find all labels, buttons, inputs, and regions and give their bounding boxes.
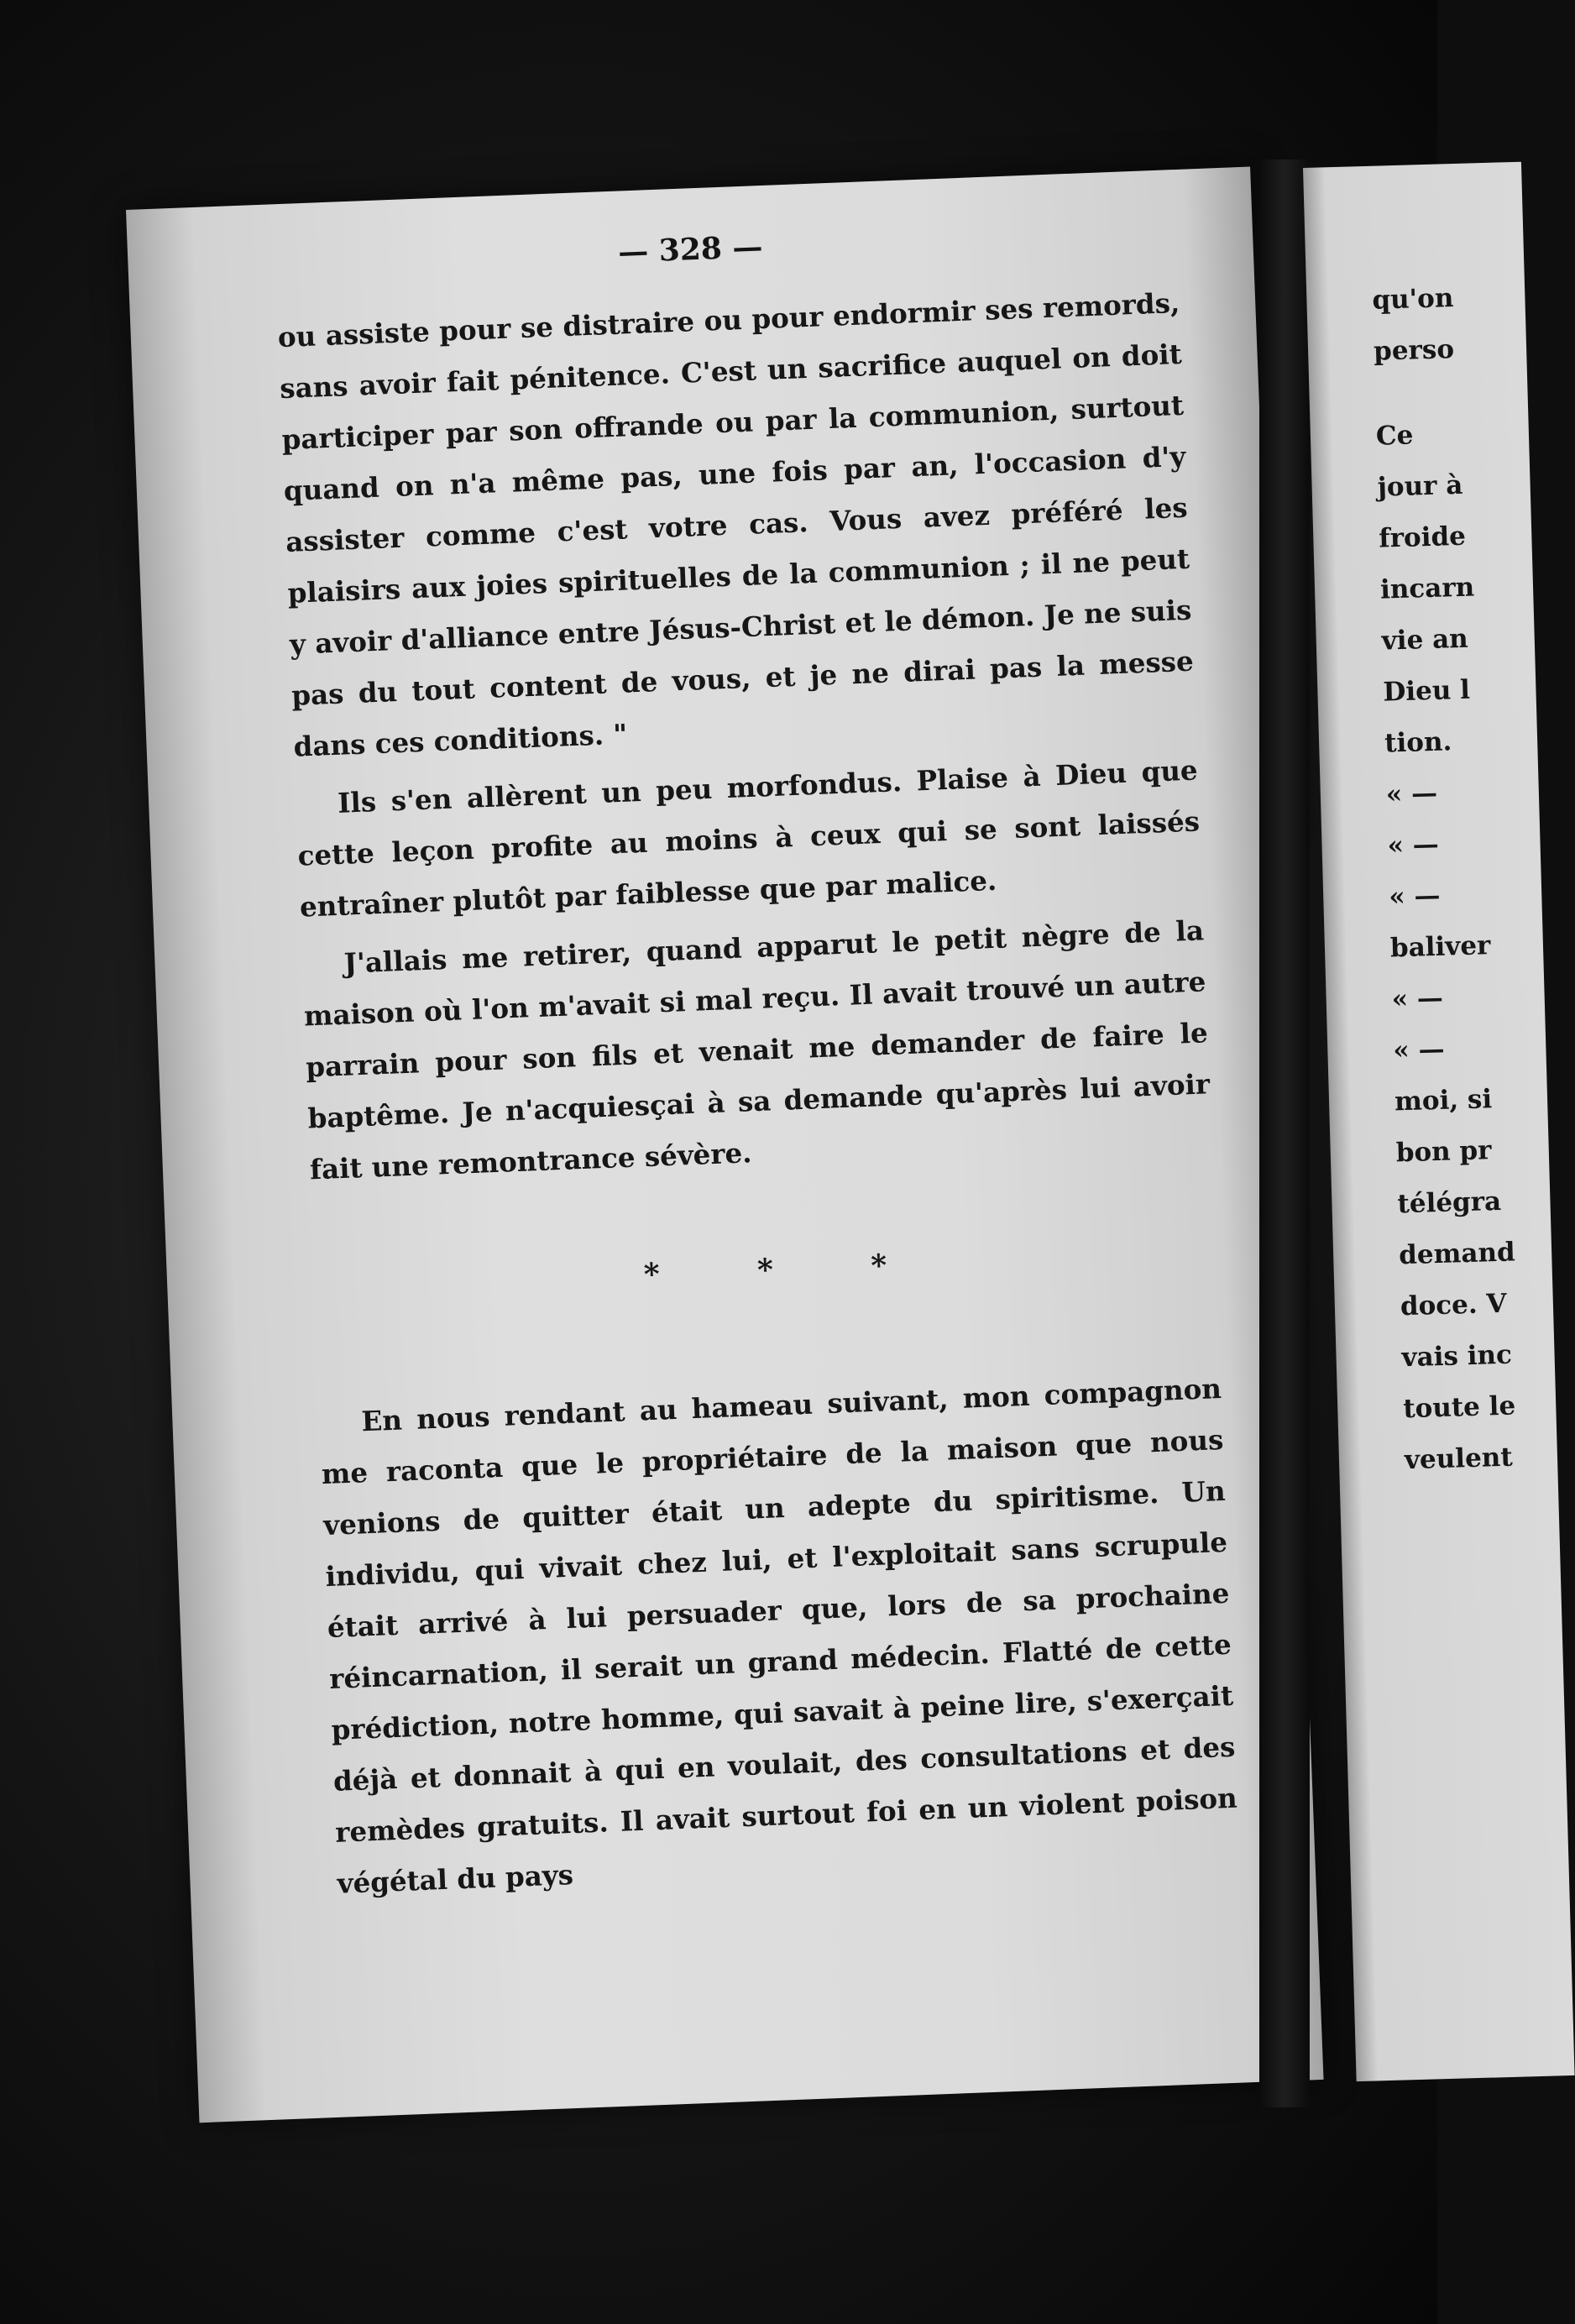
right-page-line: « — [1388, 880, 1441, 913]
section-separator: * * * [643, 1246, 931, 1293]
right-page-line: Ce [1375, 420, 1414, 452]
right-page-line: toute le [1402, 1390, 1516, 1425]
paragraph-1: ou assiste pour se distraire ou pour endormir ses remords, sans avoir fait pénitence. C'est un sacrifice auquel on doit participer par son offrande ou par la communion, surtout quand on n'a même pas, une fois par an, l'occasion d'y assister comme c'est votre cas. Vous avez préféré les plaisirs aux joies spirituelles de la communion ; il ne peut y avoir d'alliance entre Jésus-Christ et le démon. Je ne suis pas du tout content de vous, et je ne dirai pas la messe dans ces conditions. " [277, 285, 1195, 763]
right-page-line [1374, 374, 1492, 411]
right-page-line: vie an [1381, 623, 1469, 657]
right-page-line: qu'on [1371, 283, 1454, 316]
right-page-line: incarn [1379, 572, 1475, 605]
left-page [126, 167, 1324, 2123]
book-gutter [1259, 160, 1310, 2107]
right-page-line: « — [1391, 982, 1444, 1015]
right-page-line: veulent [1404, 1442, 1514, 1476]
paragraph-4: En nous rendant au hameau suivant, mon compagnon me raconta que le propriétaire de la maison que nous venions de quitter était un adepte du spiritisme. Un individu, qui vivait chez lui, et l'exploitait sans scrupule était arrivé à lui persuader que, lors de sa prochaine réincarnation, il serait un grand médecin. Flatté de cette prédiction, notre homme, qui savait à peine lire, s'exerçait déjà et donnait à qui en voulait, des consultations et des remèdes gratuits. Il avait surtout foi en un violent poison végétal du pays [321, 1371, 1238, 1900]
page-text [277, 277, 1240, 1909]
right-page-line: tion. [1384, 726, 1452, 759]
right-page-text [1372, 272, 1522, 1486]
page-number: — 328 — [617, 228, 764, 270]
right-page-line: Dieu l [1382, 674, 1471, 708]
right-page-line: jour à [1377, 469, 1463, 503]
right-page-line: vais inc [1401, 1339, 1513, 1374]
right-page-line: baliver [1389, 930, 1491, 964]
right-page-line: demand [1398, 1237, 1516, 1271]
right-page-line: perso [1373, 334, 1455, 367]
right-page-line: bon pr [1395, 1135, 1492, 1169]
right-page-line: télégra [1397, 1186, 1502, 1220]
paragraph-3: J'allais me retirer, quand apparut le petit nègre de la maison où l'on m'avait si mal reçu. Il avait trouvé un autre parrain pour son fils et venait me demander de faire le baptême. Je n'acquiesçai à sa demande qu'après lui avoir fait une remontrance sévère. [303, 913, 1211, 1186]
right-page-line: froide [1378, 521, 1467, 554]
right-page-line: « — [1392, 1034, 1446, 1066]
paragraph-2: Ils s'en allèrent un peu morfondus. Plaise à Dieu que cette leçon profite au moins à ceux qui se sont laissés entraîner plutôt par faiblesse que par malice. [296, 753, 1201, 924]
right-page-line: moi, si [1394, 1084, 1493, 1118]
right-page-line: doce. V [1400, 1288, 1507, 1322]
right-page-line: « — [1385, 777, 1438, 810]
right-page-line: « — [1387, 829, 1440, 861]
